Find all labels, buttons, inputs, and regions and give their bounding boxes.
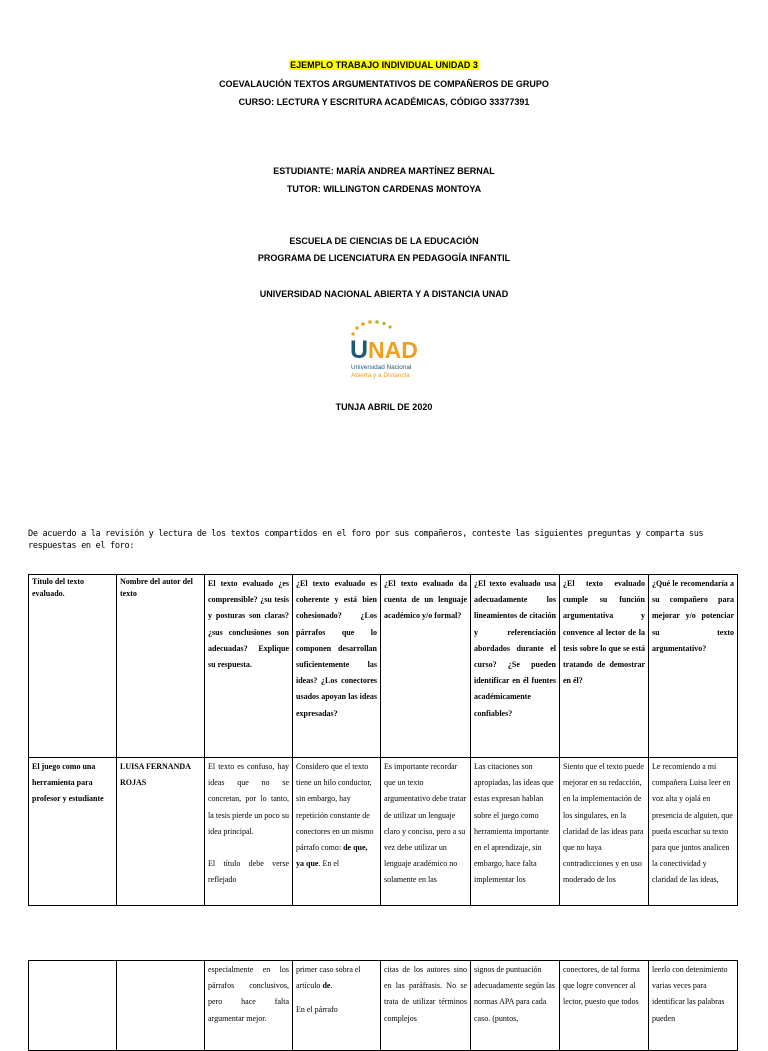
cell-argumentation-cont: conectores, de tal forma que logre convencer al lector, puesto que todos: [560, 961, 649, 1051]
cell-author-name: LUISA FERNANDA ROJAS: [117, 758, 205, 906]
logo-wordmark-u: U: [350, 336, 369, 364]
school-line: ESCUELA DE CIENCIAS DE LA EDUCACIÓN: [289, 236, 479, 246]
university-line: UNIVERSIDAD NACIONAL ABIERTA Y A DISTANCIA UNAD: [259, 289, 509, 299]
tutor-line: TUTOR: WILLINGTON CARDENAS MONTOYA: [286, 184, 482, 194]
cell-comprehension-p2: El título debe verse reflejado: [208, 859, 289, 885]
intro-paragraph: De acuerdo a la revisión y lectura de los textos compartidos en el foro por sus compañeros, conteste las siguientes preguntas y comparta sus respuestas en el foro:: [28, 529, 704, 551]
cell-citation-cont: signos de puntuación adecuadamente según las normas APA para cada caso. (puntos,: [471, 961, 560, 1051]
course-line: CURSO: LECTURA Y ESCRITURA ACADÉMICAS, CÓDIGO 33377391: [238, 97, 530, 107]
cell-comprehension-p1: El texto es confuso, hay ideas que no se concretan, por lo tanto, la tesis pierde un poco su idea principal.: [208, 762, 289, 836]
header-cell-author: Nombre del autor del texto: [117, 575, 205, 758]
cell-coherence-cont-article: de: [322, 981, 331, 991]
cell-coherence-connectors: de que, ya que: [296, 843, 368, 869]
header-cell-coherence: ¿El texto evaluado es coherente y está bien cohesionado? ¿Los párrafos que lo componen desarrollan suficientemente las ideas? ¿Los conectores usados apoyan las ideas expresadas?: [293, 575, 381, 758]
table-row: [29, 758, 738, 906]
cell-comprehension-cont: especialmente en los párrafos conclusivos, pero hace falta argumentar mejor.: [205, 961, 293, 1051]
table-row: [29, 961, 738, 1051]
cell-comprehension: [205, 758, 293, 906]
logo-line1: Universidad Nacional: [351, 364, 412, 371]
cell-argumentation: Siento que el texto puede mejorar en su redacción, en la implementación de los singulares, en la claridad de las ideas para que no haya contradicciones y en uso moderado de los: [560, 758, 649, 906]
cell-recommendation: Le recomiendo a mi compañera Luisa leer en voz alta y ojalá en presencia de alguien, que pueda escuchar su texto para que juntos analicen la conectividad y claridad de las ideas,: [649, 758, 738, 906]
cell-coherence-cont-next: En el párrafo: [296, 1005, 338, 1015]
cell-coherence-text: Considero que el texto tiene un hilo conductor, sin embargo, hay repetición constante de conectores en un mismo párrafo como:: [296, 762, 374, 853]
header-cell-language: ¿El texto evaluado da cuenta de un lenguaje académico y/o formal?: [381, 575, 471, 758]
cell-coherence: [293, 758, 381, 906]
student-line: ESTUDIANTE: MARÍA ANDREA MARTÍNEZ BERNAL: [273, 166, 495, 176]
evaluation-table-continued: [28, 960, 738, 1051]
cell-empty-title: [29, 961, 117, 1051]
cell-recommendation-cont: leerlo con detenimiento varias veces para identificar las palabras pueden: [649, 961, 738, 1051]
cell-language-cont: citas de los autores sino en las paráfrasis. No se trata de utilizar términos complejos: [381, 961, 471, 1051]
logo-dots-arc: [351, 320, 391, 335]
header-cell-citation: ¿El texto evaluado usa adecuadamente los lineamientos de citación y referenciación abordados durante el curso? ¿Se pueden identificar en él fuentes académicamente confiables?: [471, 575, 560, 758]
document-subtitle: COEVALAUCIÓN TEXTOS ARGUMENTATIVOS DE COMPAÑEROS DE GRUPO: [219, 79, 549, 89]
header-cell-argumentation: ¿El texto evaluado cumple su función argumentativa y convence al lector de la tesis sobre lo que se está tratando de demostrar en él?: [560, 575, 649, 758]
document-title: EJEMPLO TRABAJO INDIVIDUAL UNIDAD 3: [290, 60, 478, 70]
cell-language: Es importante recordar que un texto argumentativo debe tratar de utilizar un lenguaje claro y conciso, pero a su vez debe utilizar un lenguaje académico no solamente en las: [381, 758, 471, 906]
title-block: [0, 60, 768, 71]
cell-citation: Las citaciones son apropiadas, las ideas que estas expresan hablan sobre el juego como herramienta importante en el aprendizaje, sin embargo, hace falta implementar los: [471, 758, 560, 906]
cell-coherence-cont-text: primer caso sobra el artículo: [296, 965, 361, 991]
place-date-line: TUNJA ABRIL DE 2020: [335, 402, 433, 412]
cell-empty-author: [117, 961, 205, 1051]
evaluation-table: [28, 574, 738, 906]
cell-coherence-tail: . En el: [318, 859, 340, 869]
logo-line2: Abierta y a Distancia: [351, 372, 410, 379]
cell-coherence-cont-period: .: [330, 981, 333, 991]
table-header-row: [29, 575, 738, 758]
unad-logo: [349, 320, 423, 382]
header-cell-comprehension: El texto evaluado ¿es comprensible? ¿su tesis y posturas son claras? ¿sus conclusiones son adecuadas? Explique su respuesta.: [205, 575, 293, 758]
header-cell-recommendation: ¿Qué le recomendaría a su compañero para mejorar y/o potenciar su texto argumentativo?: [649, 575, 738, 758]
cell-text-title: El juego como una herramienta para profesor y estudiante: [29, 758, 117, 906]
logo-wordmark-rest: NAD: [368, 337, 418, 363]
cell-coherence-cont: [293, 961, 381, 1051]
program-line: PROGRAMA DE LICENCIATURA EN PEDAGOGÍA INFANTIL: [257, 253, 511, 263]
header-cell-title: Título del texto evaluado.: [29, 575, 117, 758]
